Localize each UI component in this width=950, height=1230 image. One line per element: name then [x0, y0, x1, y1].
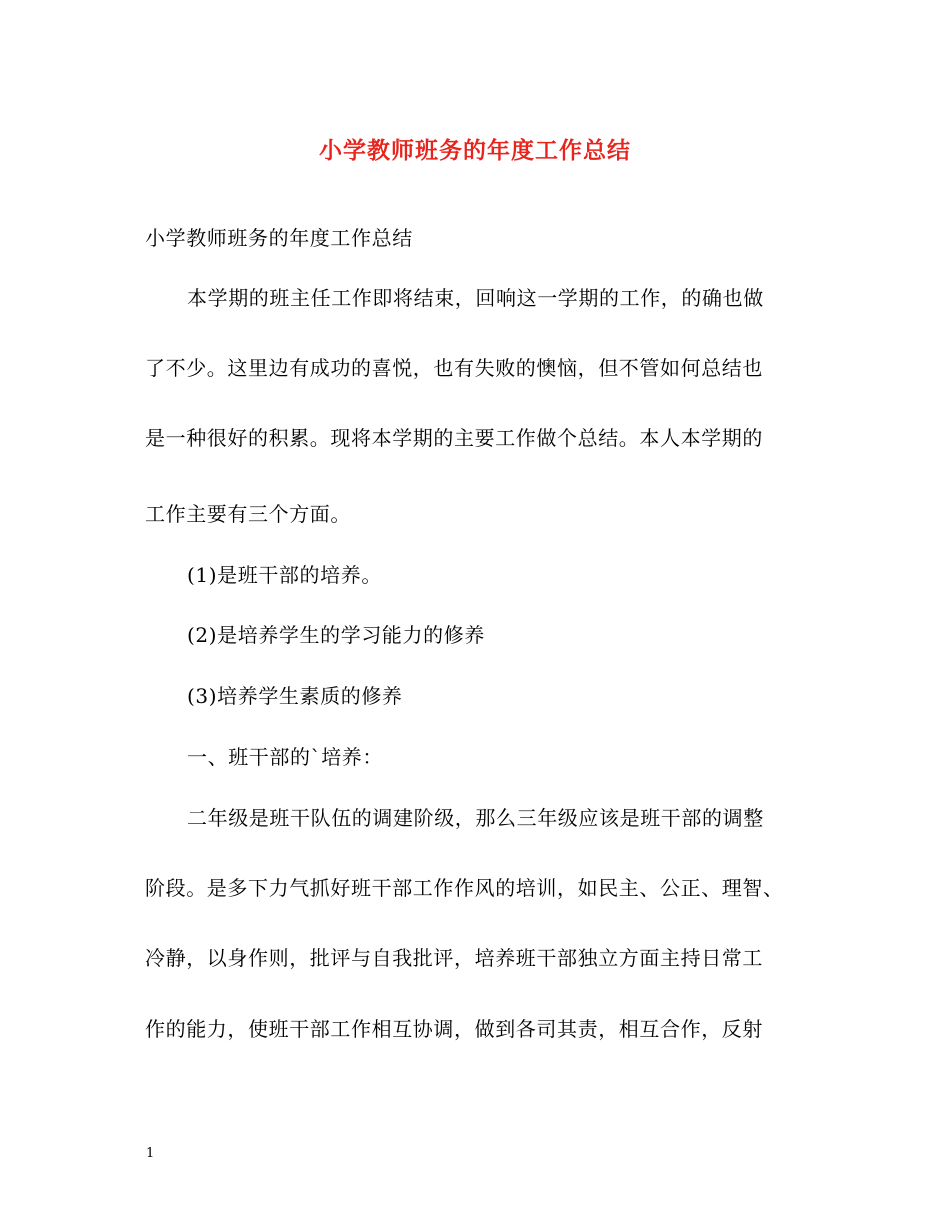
paragraph-line-4: 工作主要有三个方面。 — [145, 502, 351, 526]
paragraph-line-6: 阶段。是多下力气抓好班干部工作作风的培训，如民主、公正、理智、 — [145, 876, 784, 900]
paragraph-line-2: 了不少。这里边有成功的喜悦，也有失败的懊恼，但不管如何总结也 — [145, 356, 763, 380]
paragraph-line-8: 作的能力，使班干部工作相互协调，做到各司其责，相互合作，反射 — [145, 1017, 763, 1041]
paragraph-line-7: 冷静，以身作则，批评与自我批评，培养班干部独立方面主持日常工 — [145, 946, 763, 970]
paragraph-line-3: 是一种很好的积累。现将本学期的主要工作做个总结。本人本学期的 — [145, 426, 763, 450]
page-number: 1 — [146, 1146, 155, 1161]
list-item-3: (3)培养学生素质的修养 — [187, 684, 403, 708]
section-heading: 一、班干部的`培养： — [187, 745, 383, 769]
document-subtitle: 小学教师班务的年度工作总结 — [145, 226, 413, 250]
paragraph-line-1: 本学期的班主任工作即将结束，回响这一学期的工作，的确也做 — [187, 286, 764, 310]
paragraph-line-5: 二年级是班干队伍的调建阶级，那么三年级应该是班干部的调整 — [187, 806, 764, 830]
list-item-1: (1)是班干部的培养。 — [187, 563, 382, 587]
document-title: 小学教师班务的年度工作总结 — [319, 137, 631, 164]
list-item-2: (2)是培养学生的学习能力的修养 — [187, 623, 485, 647]
